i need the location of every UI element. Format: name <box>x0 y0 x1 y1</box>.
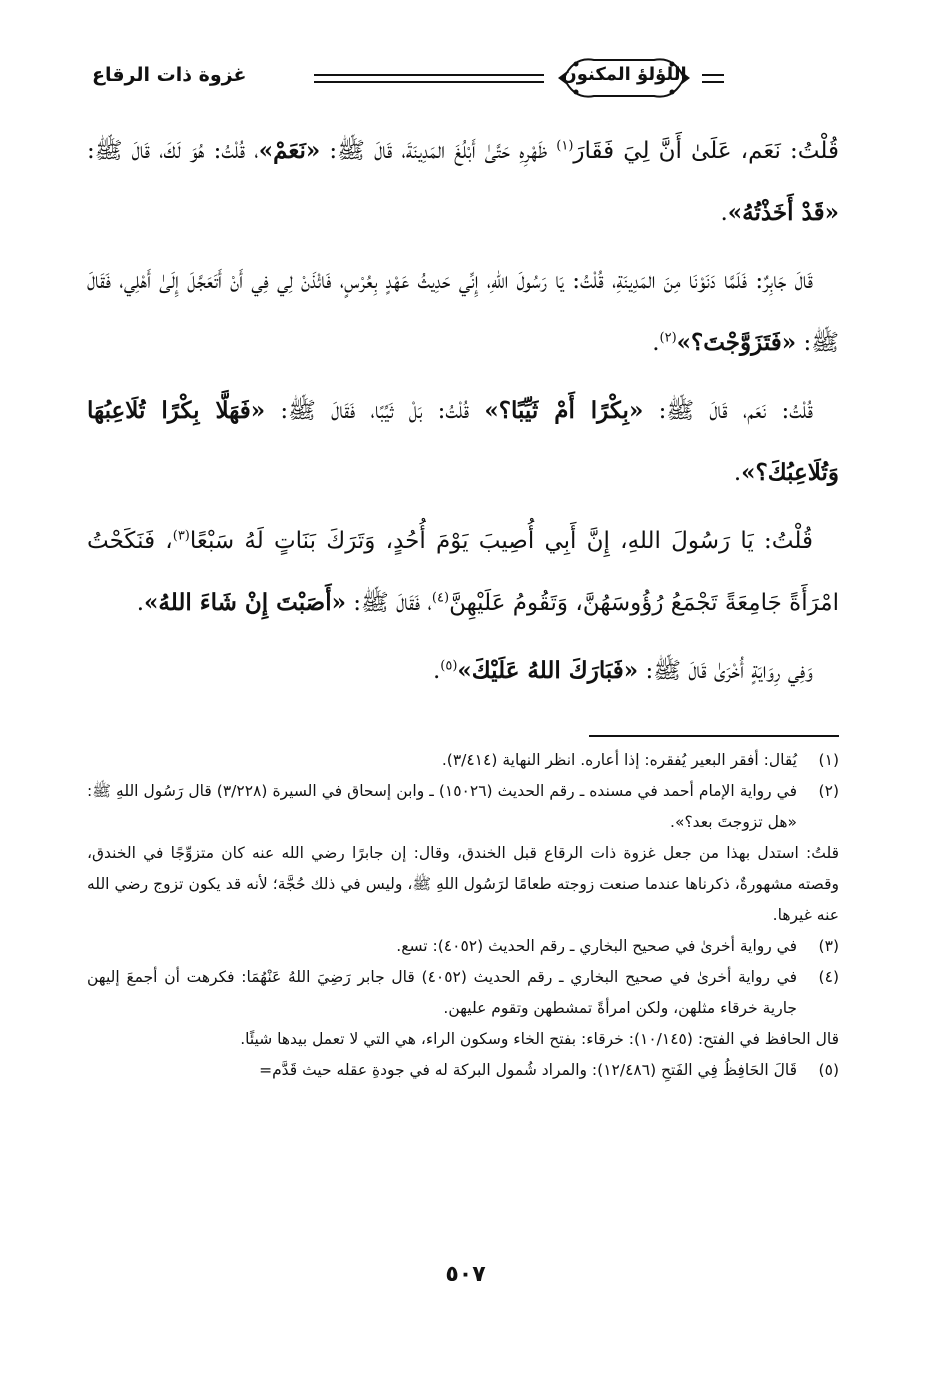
text-run: ، قُلْتُ: هُوَ لَكَ، قَالَ ﷺ: <box>87 138 259 164</box>
text-run: وَفِي رِوَايَةٍ أُخْرَىٰ قَالَ ﷺ: <box>638 658 813 684</box>
footnote <box>87 962 839 1055</box>
footnote-number: (٥) <box>818 1061 839 1079</box>
text-run: ظَهْرِهِ حَتَّىٰ أَبْلُغَ المَدِينَةَ، قَالَ ﷺ: <box>320 138 557 164</box>
footnote-text: في رواية أخرىٰ في صحيح البخاري ـ رقم الحديث (٤٠٥٢) قال جابر رَضِيَ اللهُ عَنْهُمَا: فكرهت أن أجمعَ إليهن جارية خرقاء مثلهن، ولكن امرأةً تمشطهن وتقوم عليهن. <box>87 968 797 1017</box>
footnote-marker: (١) <box>556 138 574 154</box>
footnote <box>87 776 839 931</box>
header-rule <box>314 74 544 83</box>
paragraph <box>87 380 839 504</box>
footnote-marker: (٢) <box>659 330 677 346</box>
text-run: قُلْتُ: بَلْ ثَيِّبًا، فَقَالَ ﷺ: <box>265 398 485 424</box>
footnote-number: (٤) <box>818 968 839 986</box>
footnote <box>87 745 839 776</box>
footnote-note: قال الحافظ في الفتح: (١٠/١٤٥): خرقاء: بفتح الخاء وسكون الراء، هي التي لا تعمل بيدها شيئًا. <box>240 1030 839 1048</box>
paragraph <box>87 510 839 634</box>
header-rule <box>702 74 724 83</box>
footnote-marker: (٤) <box>431 590 450 606</box>
text-run: . <box>432 658 441 684</box>
footnote <box>87 1055 839 1086</box>
footnote-text: قَالَ الحَافِظُ فِي الفَتحِ (١٢/٤٨٦): والمراد شُمول البركة له في جودةِ عقله حيث قَدَّم= <box>259 1061 797 1079</box>
main-text <box>87 120 839 708</box>
footnote-number: (١) <box>818 751 839 769</box>
paragraph <box>87 120 839 244</box>
footnote-note: قلتُ: استدل بهذا من جعل غزوة ذات الرقاع قبل الخندق، وقال: إن جابرًا رضي الله عنه كان متزوِّجًا في الخندق، وقصته مشهورةٌ، ذكرناها عندما صنعت زوجته طعامًا لرَسُول اللهِ ﷺ، وليس في ذلك حُجَّة؛ لأنه قد يكون تزوج رضي الله عنه غيرها. <box>87 844 839 924</box>
hadith-quote: «أَصَبْتَ إِنْ شَاءَ اللهُ» <box>144 589 346 616</box>
page-number: ٥٠٧ <box>445 1262 486 1287</box>
footnote-number: (٣) <box>818 937 839 955</box>
hadith-quote: «نَعَمْ» <box>258 137 321 164</box>
hadith-quote: «فَهَلَّا بِكْرًا تُلَاعِبُهَا وَتُلَاعِبُكَ؟» <box>87 397 839 486</box>
footnote-number: (٢) <box>818 782 839 800</box>
text-run: . <box>136 590 145 616</box>
paragraph <box>87 250 839 374</box>
text-run: قُلْتُ: نَعَم، قَالَ ﷺ: <box>643 398 814 424</box>
text-run: قُلْتُ: يَا رَسُولَ اللهِ، إِنَّ أَبِي أُصِيبَ يَوْمَ أُحُدٍ، وَتَرَكَ بَنَاتٍ لَهُ سَبْعًا <box>189 528 813 554</box>
hadith-quote: «بِكْرًا أَمْ ثَيِّبًا؟» <box>484 397 644 424</box>
text-run: . <box>720 200 728 226</box>
text-run: قُلْتُ: نَعَم، عَلَىٰ أَنَّ لِيَ فَقَارَ <box>573 138 839 164</box>
footnotes <box>87 745 839 1086</box>
footnote-marker: (٥) <box>440 658 458 674</box>
text-run: قَالَ جَابِرٌ: فَلَمَّا دَنَوْنَا مِنَ المَدِينَةِ، قُلْتُ: يَا رَسُولَ اللهِ، إِنِّي حَدِيثُ عَهْدٍ بِعُرْسٍ، فَائْذَنْ لِي فِي أَنْ أَتَعَجَّلَ إِلَىٰ أَهْلِي، فَقَالَ ﷺ: <box>87 268 839 356</box>
text-run: ، فَقَالَ ﷺ: <box>345 590 432 616</box>
paragraph <box>87 640 839 702</box>
chapter-title: غزوة ذات الرقاع <box>92 64 247 86</box>
text-run: ، فَنَكَحْتُ امْرَأَةً جَامِعَةً تَجْمَعُ رُؤُوسَهُنَّ، وَتَقُومُ عَلَيْهِنَّ <box>87 528 839 616</box>
footnote <box>87 931 839 962</box>
hadith-quote: «فَبَارَكَ اللهُ عَلَيْكَ» <box>457 657 639 684</box>
book-title: اللؤلؤ المكنون <box>561 64 687 85</box>
hadith-quote: «فَتَزَوَّجْتَ؟» <box>676 329 797 356</box>
footnote-text: يُقال: أفقر البعير يُفقره: إذا أعاره. انظر النهاية (٣/٤١٤). <box>441 751 797 769</box>
hadith-quote: «قَدْ أَخَذْتُهُ» <box>727 199 839 226</box>
text-run: . <box>733 460 742 486</box>
footnote-text: في رواية الإمام أحمد في مسنده ـ رقم الحديث (١٥٠٢٦) ـ وابن إسحاق في السيرة (٣/٢٢٨) قال رَسُول اللهِ ﷺ: «هل تزوجتَ بعد؟». <box>87 782 797 831</box>
footnote-marker: (٣) <box>172 528 190 544</box>
footnote-text: في رواية أخرىٰ في صحيح البخاري ـ رقم الحديث (٤٠٥٢): تسع. <box>396 937 797 955</box>
running-header <box>92 50 844 106</box>
footnote-separator <box>589 735 839 737</box>
text-run: . <box>652 330 660 356</box>
